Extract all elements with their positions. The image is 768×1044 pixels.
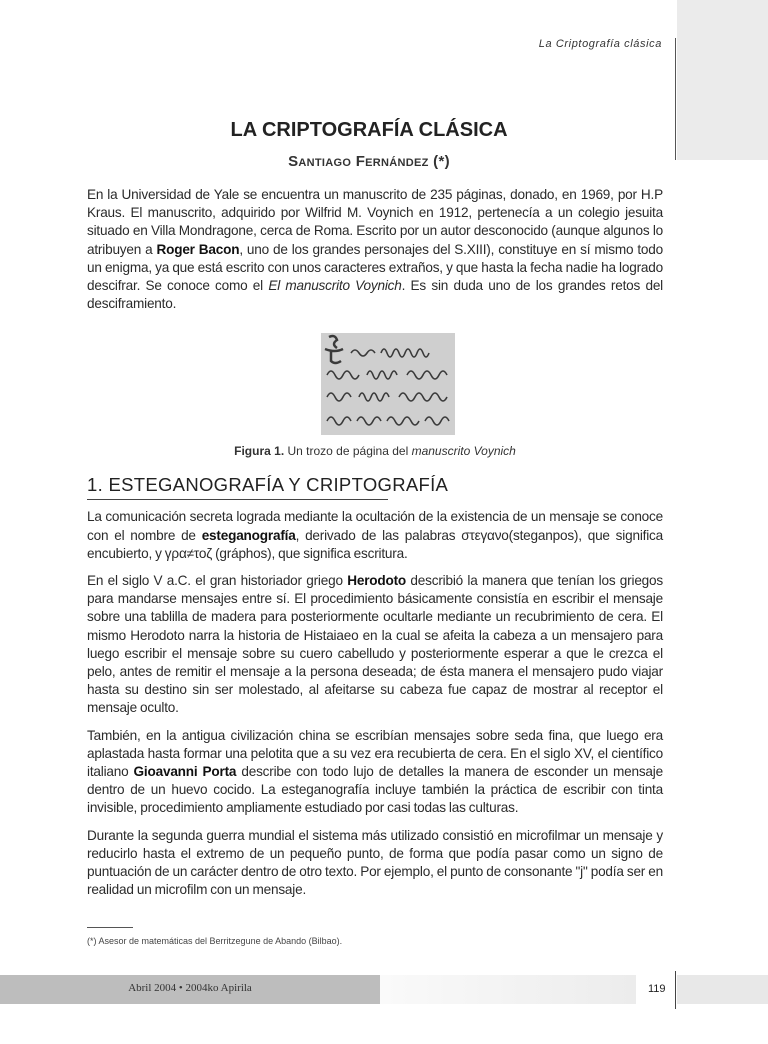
figure-caption: Figura 1. Un trozo de página del manuscrito Voynich — [234, 444, 516, 459]
footer-side-box — [677, 975, 768, 1004]
paragraph-herodoto: En el siglo V a.C. el gran historiador griego Herodoto describió la manera que tenían los griegos para mandarse mensajes entre sí. El procedimiento básicamente consistía en escribir el mensaje sobre una tablilla de madera para posteriormente ocultarle mediante un recubrimiento de cera. El mismo Herodoto narra la historia de Histaiaeo en la cual se afeita la cabeza a un mensajero para luego escribir el mensaje sobre su cuero cabelludo y posteriormente esperar a que le crezca el pelo, antes de remitir el mensaje a la persona deseada; de ésta manera el mensajero pudo viajar hasta su destino sin ser molestado, al afeitarse su cabeza fue capaz de mostrar al receptor el mensaje oculto. — [87, 573, 663, 716]
footer — [0, 975, 768, 1004]
article-title: LA CRIPTOGRAFÍA CLÁSICA — [230, 119, 508, 141]
running-title: La Criptografía clásica — [538, 38, 662, 50]
footer-divider — [675, 971, 676, 1009]
footer-gradient — [380, 975, 636, 1004]
section-heading: 1. ESTEGANOGRAFÍA Y CRIPTOGRAFÍA — [87, 474, 449, 496]
paragraph-ww2: Durante la segunda guerra mundial el sistema más utilizado consistió en microfilmar un mensaje y reducirlo hasta el extremo de un pequeño punto, de forma que podía pasar como un signo de puntuación de un carácter dentro de otro texto. Por ejemplo, el punto de consonante "j" podía ser en realidad un microfilm con un mensaje. — [87, 827, 663, 898]
footnote: (*) Asesor de matemáticas del Berritzegune de Abando (Bilbao). — [87, 936, 343, 947]
section-underline — [87, 499, 388, 500]
paragraph-steganography: La comunicación secreta lograda mediante la ocultación de la existencia de un mensaje se conoce con el nombre de esteganografía, derivado de las palabras στεγανο(steganpos), que significa encubierto, y γρα≠τοζ (gráphos), que significa escritura. — [87, 509, 663, 561]
article-author: Santiago Fernández (*) — [288, 153, 450, 170]
voynich-manuscript-image — [321, 333, 455, 435]
page-number: 119 — [648, 983, 666, 996]
paragraph-china: También, en la antigua civilización china se escribían mensajes sobre seda fina, que luego era aplastada hasta formar una pelotita que a su vez era recubierta de cera. En el siglo XV, el científico italiano Gioavanni Porta describe con todo lujo de detalles la manera de esconder un mensaje dentro de un huevo cocido. La esteganografía incluye también la práctica de escribir con tinta invisible, procedimiento ampliamente estudiado por casi todas las culturas. — [87, 727, 663, 816]
intro-paragraph: En la Universidad de Yale se encuentra un manuscrito de 235 páginas, donado, en 1969, por H.P Kraus. El manuscrito, adquirido por Wilfrid M. Voynich en 1912, pertenecía a un colegio jesuita situado en Villa Mondragone, cerca de Roma. Escrito por un autor desconocido (aunque algunos lo atribuyen a Roger Bacon, uno de los grandes personajes del S.XIII), constituye en sí mismo todo un enigma, ya que está escrito con unos caracteres extraños, y que hasta la fecha nadie ha logrado descifrar. Se conoce como el El manuscrito Voynich. Es sin duda uno de los grandes retos del desciframiento. — [87, 187, 664, 312]
footnote-rule — [87, 927, 133, 928]
footer-date: Abril 2004 • 2004ko Apirila — [128, 982, 252, 995]
